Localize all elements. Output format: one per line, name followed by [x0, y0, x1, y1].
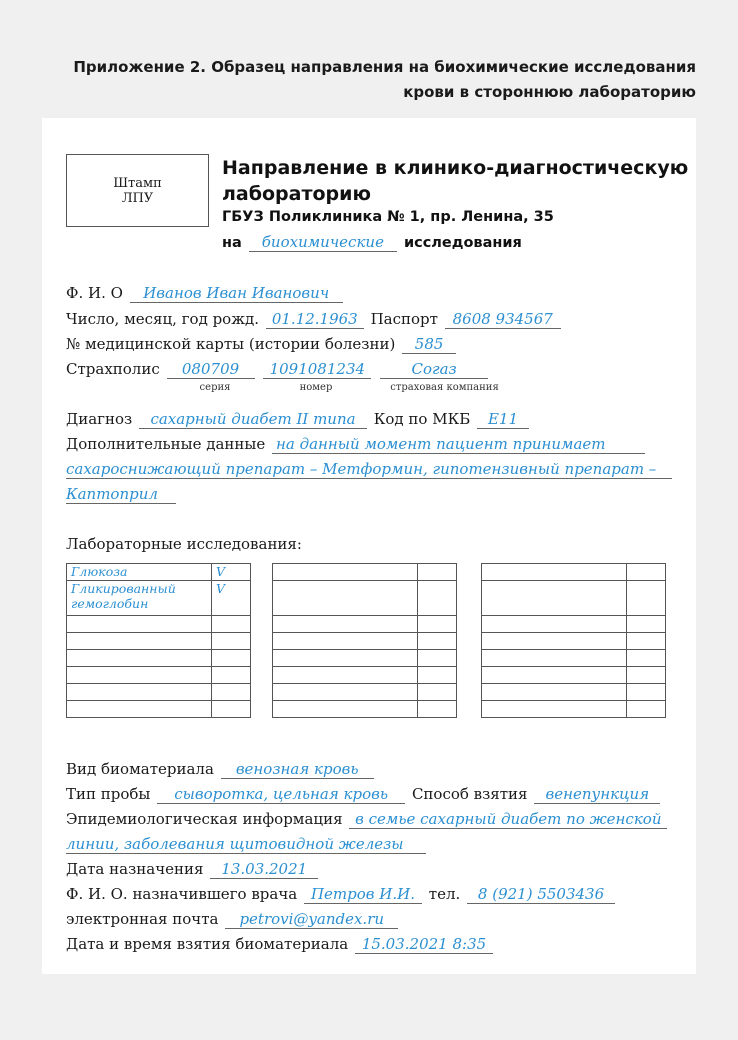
table-row [67, 633, 251, 650]
method-label: Способ взятия [411, 785, 528, 803]
table-row [273, 633, 457, 650]
lab-test-name: Гликированный гемоглобин [67, 581, 212, 616]
table-row [273, 650, 457, 667]
sample-type-line [66, 785, 662, 804]
extra-line-2 [66, 460, 672, 479]
biomaterial-label: Вид биоматериала [66, 760, 214, 778]
email-label: электронная почта [66, 910, 219, 928]
epi-line-1 [66, 810, 669, 829]
sample-type-value: сыворотка, цельная кровь [157, 785, 405, 804]
phone-value: 8 (921) 5503436 [467, 885, 615, 904]
table-row [482, 701, 666, 718]
lab-table-1 [66, 563, 251, 718]
na-label: на [222, 235, 242, 251]
policy-number: 1091081234 [263, 360, 371, 379]
na-suffix: исследования [403, 235, 522, 251]
stamp-box [66, 154, 209, 227]
diagnosis-label: Диагноз [66, 410, 133, 428]
table-row [482, 667, 666, 684]
table-row [67, 564, 251, 581]
email-value: petrovi@yandex.ru [225, 910, 398, 929]
extra-value-2: сахароснижающий препарат – Метформин, гипотензивный препарат – [66, 460, 672, 479]
passport-label: Паспорт [370, 310, 438, 328]
date-value: 13.03.2021 [210, 860, 318, 879]
sub-series: серия [199, 382, 231, 393]
table-row [67, 616, 251, 633]
lab-label: Лабораторные исследования: [66, 535, 302, 553]
table-row [273, 684, 457, 701]
mkb-label: Код по МКБ [373, 410, 471, 428]
email-line [66, 910, 400, 929]
epi-line-2 [66, 835, 426, 854]
card-line [66, 335, 458, 354]
sub-number: номер [299, 382, 333, 393]
card-value: 585 [402, 335, 456, 354]
biomaterial-line [66, 760, 376, 779]
lab-table-2 [272, 563, 457, 718]
card-label: № медицинской карты (истории болезни) [66, 335, 396, 353]
fio-label: Ф. И. О [66, 284, 123, 302]
dob-line [66, 310, 563, 329]
organization: ГБУЗ Поликлиника № 1, пр. Ленина, 35 [222, 209, 554, 225]
table-row [67, 701, 251, 718]
doctor-label: Ф. И. О. назначившего врача [66, 885, 298, 903]
lab-test-mark: V [212, 581, 251, 616]
passport-value: 8608 934567 [445, 310, 561, 329]
table-row [273, 701, 457, 718]
method-value: венепункция [534, 785, 660, 804]
date-label: Дата назначения [66, 860, 204, 878]
table-row [482, 684, 666, 701]
taken-label: Дата и время взятия биоматериала [66, 935, 349, 953]
biomaterial-value: венозная кровь [221, 760, 374, 779]
fio-line [66, 284, 345, 303]
policy-line [66, 360, 490, 379]
policy-series: 080709 [167, 360, 255, 379]
epi-value-1: в семье сахарный диабет по женской [349, 810, 667, 829]
stamp-line-2: ЛПУ [121, 190, 154, 206]
lab-test-name: Глюкоза [67, 564, 212, 581]
caption-line-2: крови в стороннюю лабораторию [403, 83, 696, 101]
doctor-line [66, 885, 617, 904]
extra-value-1: на данный момент пациент принимает [272, 435, 645, 454]
table-row [482, 650, 666, 667]
research-type-line [222, 233, 522, 252]
extra-value-3: Каптоприл [66, 485, 176, 504]
table-row [273, 581, 457, 616]
table-row [67, 667, 251, 684]
table-row [482, 581, 666, 616]
epi-label: Эпидемиологическая информация [66, 810, 343, 828]
fio-value: Иванов Иван Иванович [130, 284, 343, 303]
taken-value: 15.03.2021 8:35 [355, 935, 493, 954]
extra-label: Дополнительные данные [66, 435, 266, 453]
doctor-value: Петров И.И. [304, 885, 422, 904]
policy-company: Согаз [380, 360, 488, 379]
table-row [482, 616, 666, 633]
table-row [482, 633, 666, 650]
phone-label: тел. [428, 885, 461, 903]
table-row [273, 616, 457, 633]
table-row [67, 684, 251, 701]
mkb-value: E11 [477, 410, 529, 429]
sample-type-label: Тип пробы [66, 785, 151, 803]
table-row [67, 650, 251, 667]
caption-line-1: Приложение 2. Образец направления на биохимические исследования [73, 58, 696, 76]
taken-line [66, 935, 495, 954]
table-row [482, 564, 666, 581]
stamp-line-1: Штамп [113, 175, 162, 191]
sub-company: страховая компания [390, 382, 499, 393]
table-row [67, 581, 251, 616]
epi-value-2: линии, заболевания щитовидной железы [66, 835, 426, 854]
lab-test-mark: V [212, 564, 251, 581]
table-row [273, 564, 457, 581]
dob-value: 01.12.1963 [266, 310, 364, 329]
form-title: Направление в клинико-диагностическую лабораторию [222, 157, 689, 205]
diagnosis-value: сахарный диабет II типа [139, 410, 367, 429]
referral-form [42, 118, 696, 974]
date-line [66, 860, 320, 879]
research-type-value: биохимические [249, 233, 397, 252]
policy-label: Страхполис [66, 360, 160, 378]
dob-label: Число, месяц, год рожд. [66, 310, 260, 328]
diagnosis-line [66, 410, 531, 429]
lab-table-3 [481, 563, 666, 718]
extra-line-3 [66, 485, 176, 504]
table-row [273, 667, 457, 684]
extra-line-1 [66, 435, 647, 454]
